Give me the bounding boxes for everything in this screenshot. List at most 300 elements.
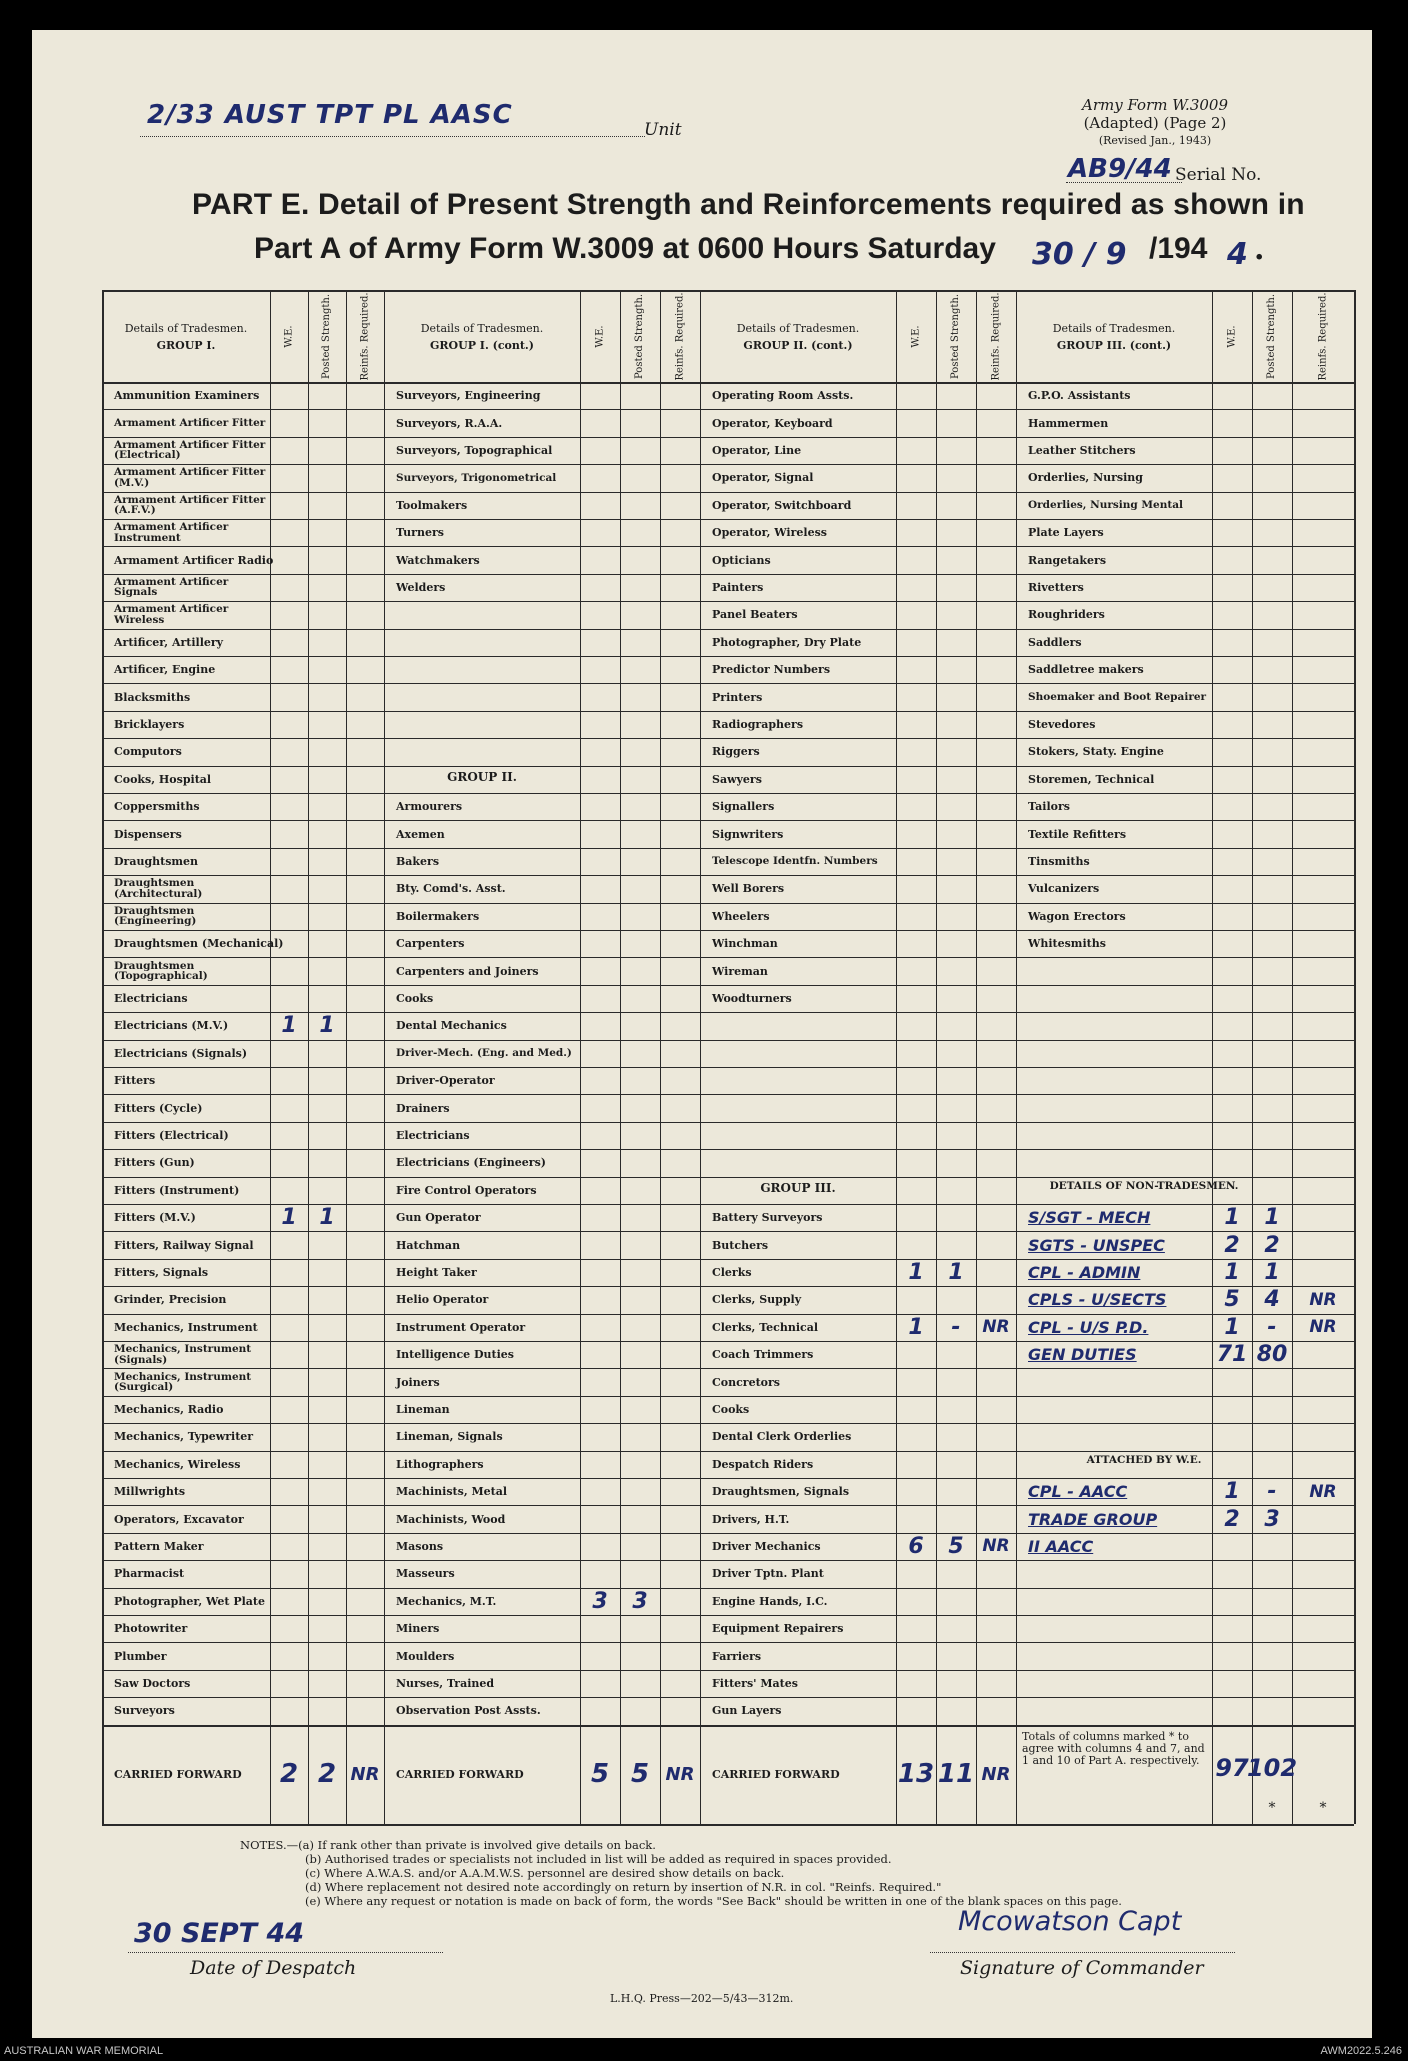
trade-row-label: Driver Tptn. Plant — [712, 1567, 824, 1581]
column-header-reinfs — [346, 290, 384, 382]
trade-row-label: Lineman, Signals — [396, 1430, 503, 1444]
trade-row-label: Electricians (Engineers) — [396, 1156, 546, 1170]
trade-row-label: Electricians — [114, 991, 188, 1005]
row-value-we: 5 — [1224, 1287, 1240, 1313]
note-line: (d) Where replacement not desired note accordingly on return by insertion of N.R. in col. "Reinfs. Required." — [305, 1880, 942, 1894]
trade-row-label: Armament Artificer Instrument — [114, 521, 229, 544]
trade-row-label: Fitters — [114, 1074, 156, 1088]
column-header-we — [896, 290, 936, 382]
trade-row-label: Shoemaker and Boot Repairer — [1028, 690, 1207, 703]
row-divider — [102, 1122, 1354, 1123]
row-value-posted: - — [1267, 1314, 1277, 1340]
trade-row-label: Drivers, H.T. — [712, 1512, 790, 1526]
row-value-posted: 1 — [319, 1205, 335, 1231]
row-value-posted: 1 — [1264, 1205, 1280, 1231]
trade-row-label: Coach Trimmers — [712, 1348, 814, 1362]
trade-row-label: Dental Mechanics — [396, 1019, 507, 1033]
trade-row-label: Operators, Excavator — [114, 1512, 244, 1526]
trade-row-label: Operator, Signal — [712, 471, 814, 485]
date-year-printed: /194 — [1149, 232, 1208, 265]
totals-note: Totals of columns marked * to agree with columns 4 and 7, and 1 and 10 of Part A. respectively. — [1022, 1729, 1205, 1767]
trade-row-label: Whitesmiths — [1028, 937, 1106, 951]
trade-row-label: Artificer, Engine — [114, 663, 216, 677]
column-header-we-text: W.E. — [910, 324, 922, 348]
group-header-label: GROUP I. (cont.) — [430, 339, 534, 352]
serial-label: Serial No. — [1175, 165, 1262, 185]
trade-row-label: Butchers — [712, 1238, 769, 1252]
column-header-reinfs — [976, 290, 1016, 382]
trade-row-label: Masseurs — [396, 1567, 455, 1581]
army-form-block — [1082, 96, 1228, 150]
row-value-posted: 4 — [1264, 1287, 1280, 1313]
trade-row-label: Bakers — [396, 854, 440, 868]
trade-row-label: Cooks, Hospital — [114, 772, 212, 786]
group-header-label: GROUP I. — [156, 339, 216, 352]
trade-row-label: Operator, Wireless — [712, 526, 827, 540]
trade-row-label: Bricklayers — [114, 717, 185, 731]
carried-forward-we: 13 — [897, 1759, 935, 1790]
column-divider — [700, 290, 701, 1824]
column-divider — [1212, 290, 1213, 1824]
row-value-we: 1 — [908, 1314, 924, 1340]
header-stack — [125, 322, 248, 352]
carried-forward-posted: 5 — [630, 1759, 650, 1790]
row-divider — [102, 1067, 1354, 1068]
trade-row-label: Rangetakers — [1028, 553, 1107, 567]
title-line-1: PART E. Detail of Present Strength and Reinforcements required as shown in — [192, 188, 1305, 221]
trade-row-label: Wheelers — [712, 909, 770, 923]
totals-star: * — [1268, 1800, 1276, 1816]
trade-row-label: Driver-Operator — [396, 1074, 495, 1088]
trade-row-label: Driver Mechanics — [712, 1539, 821, 1553]
column-header-details — [102, 294, 270, 380]
trade-row-label: Radiographers — [712, 717, 804, 731]
trade-row-label: Stevedores — [1028, 717, 1096, 731]
despatch-line — [128, 1952, 443, 1953]
row-value-we: 1 — [281, 1013, 297, 1039]
column-header-we-text: W.E. — [1226, 324, 1238, 348]
trade-row-label: Well Borers — [712, 882, 785, 896]
trade-row-label: Photographer, Wet Plate — [114, 1594, 266, 1608]
trade-row-label: Clerks — [712, 1265, 752, 1279]
trade-row-label: Mechanics, Radio — [114, 1402, 224, 1416]
carried-forward-posted: 11 — [937, 1759, 975, 1790]
trade-row-label: Draughtsmen (Engineering) — [114, 904, 197, 928]
army-form-number: Army Form W.3009 — [1082, 96, 1228, 114]
column-header-posted — [936, 290, 976, 382]
trade-row-label: Armament Artificer Signals — [114, 575, 229, 599]
trade-row-label: Intelligence Duties — [396, 1348, 514, 1362]
row-value-we: 1 — [1224, 1314, 1240, 1340]
trade-row-label: Electricians (Signals) — [114, 1046, 248, 1060]
trade-row-label: Toolmakers — [396, 498, 468, 512]
column-divider — [1292, 290, 1293, 1824]
column-divider — [896, 290, 897, 1824]
unit-label: Unit — [644, 120, 682, 140]
trade-row-label: Surveyors, Topographical — [396, 443, 553, 457]
unit-value: 2/33 AUST TPT PL AASC — [147, 100, 513, 130]
trade-row-label: Electricians — [396, 1128, 470, 1142]
row-value-reinf: NR — [1309, 1481, 1337, 1502]
date-of-despatch-label: Date of Despatch — [190, 1957, 357, 1979]
trade-row-label: Armament Artificer Fitter — [114, 416, 266, 429]
trade-row-label: Mechanics, Instrument — [114, 1320, 258, 1334]
trade-row-label: Photowriter — [114, 1622, 188, 1636]
column-header-we-text: W.E. — [594, 324, 606, 348]
trade-row-label: Drainers — [396, 1101, 450, 1115]
commander-signature: Mcowatson Capt — [958, 1906, 1182, 1937]
trade-row-label: Panel Beaters — [712, 608, 798, 622]
trade-row-label: Height Taker — [396, 1265, 477, 1279]
trade-row-label: Gun Layers — [712, 1704, 782, 1718]
group-subheading: GROUP III. — [760, 1180, 836, 1195]
row-value-reinf: NR — [1309, 1289, 1337, 1310]
row-value-posted: 3 — [1264, 1506, 1280, 1532]
trade-row-label: Pharmacist — [114, 1567, 185, 1581]
trade-row-label: Operator, Keyboard — [712, 416, 833, 430]
trade-row-label: Surveyors, Trigonometrical — [396, 471, 557, 484]
trade-row-label: Armourers — [396, 800, 463, 814]
column-divider — [976, 290, 977, 1824]
group-subheading: GROUP II. — [447, 769, 517, 784]
group-header-label: GROUP III. (cont.) — [1056, 339, 1172, 352]
row-value-posted: 1 — [319, 1013, 335, 1039]
carried-forward-reinf: NR — [981, 1763, 1011, 1785]
trade-row-label: Predictor Numbers — [712, 663, 831, 677]
army-form-revised: (Revised Jan., 1943) — [1098, 134, 1212, 147]
signature-line — [930, 1952, 1235, 1953]
trade-row-label: Armament Artificer Radio — [114, 553, 274, 567]
date-year-hand: 4 — [1227, 237, 1248, 272]
trade-row-label: Masons — [396, 1539, 444, 1553]
row-divider — [102, 1040, 1354, 1041]
trade-row-label: Leather Stitchers — [1028, 443, 1136, 457]
trade-row-label: Mechanics, Typewriter — [114, 1430, 254, 1444]
trade-row-label: Textile Refitters — [1028, 827, 1127, 841]
row-value-we: 6 — [908, 1533, 924, 1559]
column-divider — [1252, 290, 1253, 1824]
column-header-we-text: W.E. — [283, 324, 295, 348]
column-divider — [1016, 290, 1017, 1824]
trade-row-label: Carpenters — [396, 937, 465, 951]
trade-row-label: Winchman — [712, 937, 778, 951]
row-divider — [102, 1094, 1354, 1095]
trade-row-label: Clerks, Technical — [712, 1320, 818, 1334]
trade-row-label: Painters — [712, 580, 764, 594]
trade-row-label: Mechanics, Wireless — [114, 1457, 241, 1471]
trade-row-label: Fitters (Instrument) — [114, 1183, 240, 1197]
note-line: (c) Where A.W.A.S. and/or A.A.M.W.S. personnel are desired show details on back. — [305, 1866, 785, 1880]
trade-row-label: Draughtsmen (Architectural) — [114, 877, 203, 900]
trade-row-label: II AACC — [1028, 1536, 1094, 1556]
header-stack — [421, 322, 544, 352]
trade-row-label: GEN DUTIES — [1028, 1345, 1137, 1365]
trade-row-label: Concretors — [712, 1375, 780, 1389]
group-subheading: ATTACHED BY W.E. — [1086, 1453, 1202, 1466]
trade-row-label: SGTS - UNSPEC — [1028, 1235, 1165, 1255]
column-divider — [1354, 290, 1356, 1824]
trade-row-label: Farriers — [712, 1649, 762, 1663]
trade-row-label: Hammermen — [1028, 416, 1109, 430]
column-header-reinfs — [1292, 290, 1354, 382]
group-header-label: GROUP II. (cont.) — [743, 339, 853, 352]
row-value-posted: 80 — [1256, 1342, 1288, 1368]
column-divider — [308, 290, 309, 1824]
row-value-we: 1 — [908, 1259, 924, 1285]
trade-row-label: Joiners — [396, 1375, 440, 1389]
date-dot: . — [1254, 232, 1265, 267]
note-line: NOTES.—(a) If rank other than private is involved give details on back. — [240, 1838, 656, 1852]
details-of-tradesmen-label: Details of Tradesmen. — [124, 322, 248, 335]
column-divider — [660, 290, 661, 1824]
trade-row-label: Draughtsmen — [114, 854, 199, 868]
trade-row-label: Rivetters — [1028, 580, 1084, 594]
row-divider — [102, 1149, 1354, 1150]
trade-row-label: CPLS - U/SECTS — [1028, 1290, 1167, 1310]
trade-row-label: Cooks — [712, 1402, 750, 1416]
carried-forward-label: CARRIED FORWARD — [396, 1767, 524, 1781]
column-header-details — [1016, 294, 1212, 380]
column-header-posted-text: Posted Strength. — [1266, 293, 1278, 379]
trade-row-label: Machinists, Wood — [396, 1512, 506, 1526]
column-header-we — [580, 290, 620, 382]
row-value-posted: 5 — [948, 1533, 964, 1559]
trade-row-label: Hatchman — [396, 1238, 461, 1252]
trade-row-label: S/SGT - MECH — [1028, 1208, 1151, 1228]
trade-row-label: Tinsmiths — [1028, 854, 1090, 868]
trade-row-label: Vulcanizers — [1028, 882, 1100, 896]
column-divider — [102, 290, 104, 1824]
carried-forward-label: CARRIED FORWARD — [114, 1767, 242, 1781]
carried-forward-we: 2 — [279, 1759, 299, 1790]
row-value-reinf: NR — [982, 1317, 1010, 1338]
row-value-we: 1 — [1224, 1205, 1240, 1231]
title-line-2: Part A of Army Form W.3009 at 0600 Hours Saturday — [254, 232, 996, 265]
trade-row-label: Plumber — [114, 1649, 167, 1663]
row-value-we: 71 — [1216, 1342, 1248, 1368]
column-header-details — [700, 294, 896, 380]
group-subheading: DETAILS OF NON-TRADESMEN. — [1049, 1179, 1239, 1192]
trade-row-label: Coppersmiths — [114, 800, 200, 814]
column-header-posted — [308, 290, 346, 382]
row-value-we: 2 — [1224, 1232, 1240, 1258]
trade-row-label: Printers — [712, 690, 763, 704]
column-header-we — [1212, 290, 1252, 382]
trade-row-label: Woodturners — [712, 991, 792, 1005]
date-day-month: 30 / 9 — [1032, 237, 1127, 272]
row-value-we: 1 — [1224, 1259, 1240, 1285]
trade-row-label: Axemen — [396, 827, 445, 841]
carried-forward-reinf: NR — [350, 1763, 380, 1785]
trade-row-label: Dental Clerk Orderlies — [712, 1430, 852, 1444]
row-value-we: 3 — [592, 1588, 608, 1614]
serial-value: AB9/44 — [1068, 154, 1172, 184]
carried-forward-we: 5 — [590, 1759, 610, 1790]
totals-posted: 102 — [1246, 1754, 1298, 1783]
trade-row-label: Opticians — [712, 553, 771, 567]
details-of-tradesmen-label: Details of Tradesmen. — [736, 322, 860, 335]
trade-row-label: Surveyors, Engineering — [396, 389, 541, 403]
trade-row-label: Equipment Repairers — [712, 1622, 844, 1636]
trade-row-label: Ammunition Examiners — [114, 389, 260, 403]
archive-credit: AUSTRALIAN WAR MEMORIAL — [4, 2045, 164, 2057]
signature-label: Signature of Commander — [960, 1957, 1204, 1979]
trade-row-label: Fitters (Electrical) — [114, 1128, 229, 1142]
trade-row-label: Cooks — [396, 991, 434, 1005]
totals-we: 97 — [1215, 1754, 1249, 1783]
column-header-posted — [620, 290, 660, 382]
trade-row-label: Saddlers — [1028, 635, 1082, 649]
trade-row-label: Lineman — [396, 1402, 450, 1416]
carried-forward-label: CARRIED FORWARD — [712, 1767, 840, 1781]
row-divider — [102, 1177, 1354, 1178]
trade-row-label: Operator, Switchboard — [712, 498, 852, 512]
trade-row-label: Watchmakers — [396, 553, 480, 567]
trade-row-label: Electricians (M.V.) — [114, 1019, 229, 1033]
column-header-posted-text: Posted Strength. — [321, 293, 333, 379]
totals-star: * — [1319, 1800, 1327, 1816]
trade-row-label: Despatch Riders — [712, 1457, 814, 1471]
column-header-posted-text: Posted Strength. — [634, 293, 646, 379]
row-value-we: 1 — [1224, 1479, 1240, 1505]
column-header-posted-text: Posted Strength. — [950, 293, 962, 379]
trade-row-label: Armament Artificer Fitter (Electrical) — [114, 438, 266, 462]
trade-row-label: Stokers, Staty. Engine — [1028, 745, 1164, 759]
trade-row-label: Fitters (Gun) — [114, 1156, 195, 1170]
trade-row-label: Draughtsmen (Mechanical) — [114, 937, 284, 951]
trade-row-label: Helio Operator — [396, 1293, 489, 1307]
trade-row-label: Artificer, Artillery — [114, 635, 224, 649]
trade-row-label: CPL - U/S P.D. — [1028, 1317, 1149, 1337]
trade-row-label: CPL - AACC — [1028, 1482, 1128, 1502]
trade-row-label: Fitters (Cycle) — [114, 1101, 203, 1115]
trade-row-label: Carpenters and Joiners — [396, 964, 539, 978]
trade-row-label: Fitters, Signals — [114, 1265, 209, 1279]
row-value-posted: - — [951, 1314, 961, 1340]
strength-table — [102, 290, 1354, 1824]
row-value-reinf: NR — [1309, 1317, 1337, 1338]
trade-row-label: Signallers — [712, 800, 775, 814]
trade-row-label: Sawyers — [712, 772, 762, 786]
trade-row-label: Observation Post Assts. — [396, 1704, 541, 1718]
trade-row-label: Wagon Erectors — [1028, 909, 1126, 923]
row-value-posted: 2 — [1264, 1232, 1280, 1258]
trade-row-label: Driver-Mech. (Eng. and Med.) — [396, 1047, 572, 1060]
row-value-reinf: NR — [982, 1536, 1010, 1557]
trade-row-label: Pattern Maker — [114, 1539, 204, 1553]
trade-row-label: Instrument Operator — [396, 1320, 526, 1334]
archive-id: AWM2022.5.246 — [1320, 2045, 1402, 2057]
trade-row-label: Mechanics, Instrument (Signals) — [114, 1343, 252, 1366]
trade-row-label: Nurses, Trained — [396, 1676, 495, 1690]
trade-row-label: Turners — [396, 526, 444, 540]
trade-row-label: Welders — [396, 580, 446, 594]
column-header-details — [384, 294, 580, 380]
column-header-reinfs-text: Reinfs. Required. — [674, 291, 686, 381]
trade-row-label: Miners — [396, 1622, 440, 1636]
note-line: (e) Where any request or notation is made on back of form, the words "See Back" should be written in one of the blank spaces on this page. — [305, 1894, 1122, 1908]
trade-row-label: Fitters, Railway Signal — [114, 1238, 254, 1252]
date-of-despatch-value: 30 SEPT 44 — [134, 1918, 305, 1949]
row-value-we: 2 — [1224, 1506, 1240, 1532]
trade-row-label: TRADE GROUP — [1028, 1509, 1158, 1529]
trade-row-label: Draughtsmen (Topographical) — [114, 959, 208, 983]
press-imprint: L.H.Q. Press—202—5/43—312m. — [610, 1992, 794, 2005]
trade-row-label: Telescope Identfn. Numbers — [712, 855, 878, 868]
trade-row-label: Saw Doctors — [114, 1676, 191, 1690]
header-stack — [737, 322, 860, 352]
column-header-reinfs — [660, 290, 700, 382]
row-value-posted: 3 — [632, 1588, 648, 1614]
trade-row-label: Signwriters — [712, 827, 784, 841]
army-form-adapted: (Adapted) (Page 2) — [1083, 114, 1227, 132]
trade-row-label: Operator, Line — [712, 443, 802, 457]
trade-row-label: Armament Artificer Wireless — [114, 603, 229, 626]
trade-row-label: Orderlies, Nursing — [1028, 471, 1143, 485]
trade-row-label: Battery Surveyors — [712, 1211, 823, 1225]
carried-forward-posted: 2 — [317, 1759, 337, 1790]
trade-row-label: Armament Artificer Fitter (A.F.V.) — [114, 493, 266, 517]
trade-row-label: Wireman — [712, 964, 768, 978]
trade-row-label: Fitters (M.V.) — [114, 1211, 196, 1225]
column-header-posted — [1252, 290, 1292, 382]
column-header-reinfs-text: Reinfs. Required. — [990, 291, 1002, 381]
trade-row-label: Surveyors, R.A.A. — [396, 416, 503, 430]
column-header-we — [270, 290, 308, 382]
trade-row-label: Mechanics, Instrument (Surgical) — [114, 1370, 252, 1394]
trade-row-label: Clerks, Supply — [712, 1293, 802, 1307]
row-value-we: 1 — [281, 1205, 297, 1231]
column-divider — [936, 290, 937, 1824]
trade-row-label: Dispensers — [114, 827, 182, 841]
trade-row-label: Photographer, Dry Plate — [712, 635, 862, 649]
row-value-posted: 1 — [948, 1259, 964, 1285]
trade-row-label: Surveyors — [114, 1704, 175, 1718]
trade-row-label: Riggers — [712, 745, 760, 759]
column-divider — [384, 290, 385, 1824]
trade-row-label: G.P.O. Assistants — [1028, 389, 1131, 403]
column-header-reinfs-text: Reinfs. Required. — [1317, 291, 1329, 381]
trade-row-label: Tailors — [1028, 800, 1070, 814]
trade-row-label: Mechanics, M.T. — [396, 1594, 497, 1608]
trade-row-label: Plate Layers — [1028, 526, 1104, 540]
trade-row-label: Millwrights — [114, 1485, 186, 1499]
trade-row-label: Engine Hands, I.C. — [712, 1594, 828, 1608]
trade-row-label: Computors — [114, 745, 182, 759]
trade-row-label: Machinists, Metal — [396, 1485, 508, 1499]
trade-row-label: Moulders — [396, 1649, 455, 1663]
trade-row-label: Lithographers — [396, 1457, 484, 1471]
trade-row-label: Storemen, Technical — [1028, 772, 1155, 786]
notes-block — [240, 1838, 1122, 1908]
trade-row-label: Saddletree makers — [1028, 663, 1144, 677]
note-line: (b) Authorised trades or specialists not included in list will be added as required in spaces provided. — [305, 1852, 892, 1866]
row-value-posted: - — [1267, 1479, 1277, 1505]
trade-row-label: Blacksmiths — [114, 690, 191, 704]
trade-row-label: Grinder, Precision — [114, 1293, 227, 1307]
trade-row-label: Boilermakers — [396, 909, 480, 923]
header-stack — [1053, 322, 1176, 352]
trade-row-label: Draughtsmen, Signals — [712, 1485, 850, 1499]
column-header-reinfs-text: Reinfs. Required. — [359, 291, 371, 381]
trade-row-label: Roughriders — [1028, 608, 1105, 622]
trade-row-label: Fitters' Mates — [712, 1676, 798, 1690]
table-bottom-border — [102, 1824, 1354, 1826]
form-sheet — [32, 30, 1372, 2038]
trade-row-label: Gun Operator — [396, 1211, 481, 1225]
trade-row-label: Fire Control Operators — [396, 1183, 537, 1197]
carried-forward-reinf: NR — [665, 1763, 695, 1785]
